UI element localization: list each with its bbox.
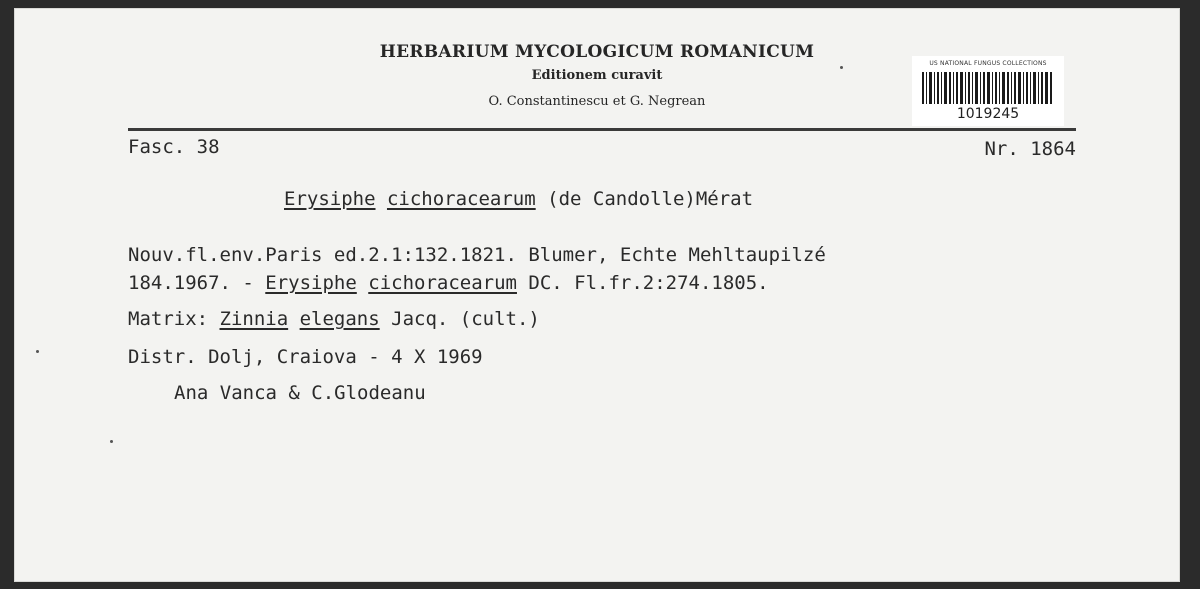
- fascicle-number: Fasc. 38: [128, 136, 220, 158]
- species-epithet: cichoracearum: [386, 188, 536, 210]
- paper-speck: [840, 66, 843, 69]
- distribution-line: Distr. Dolj, Craiova - 4 X 1969: [128, 346, 483, 368]
- paper-speck: [36, 350, 39, 353]
- species-name: [284, 188, 753, 210]
- barcode-sticker: [912, 56, 1064, 126]
- synonym-epithet: cichoracearum: [368, 272, 517, 294]
- editors-names: O. Constantinescu et G. Negrean: [488, 94, 706, 109]
- citation-suffix: DC. Fl.fr.2:274.1805.: [516, 272, 769, 294]
- species-author: (de Candolle)Mérat: [547, 188, 754, 210]
- citation-line-2: [128, 272, 769, 294]
- editor-subtitle: Editionem curavit: [531, 68, 663, 83]
- specimen-number: Nr. 1864: [984, 138, 1076, 160]
- citation-line-1: Nouv.fl.env.Paris ed.2.1:132.1821. Blumer, Echte Mehltaupilzé: [128, 244, 826, 266]
- barcode-collection-label: US NATIONAL FUNGUS COLLECTIONS: [929, 60, 1047, 67]
- matrix-label: Matrix:: [128, 308, 220, 330]
- species-genus: Erysiphe: [284, 188, 376, 210]
- header-divider: [128, 128, 1076, 131]
- matrix-line: [128, 308, 540, 330]
- paper-speck: [110, 440, 113, 443]
- synonym-genus: Erysiphe: [265, 272, 357, 294]
- barcode-number: 1019245: [956, 106, 1020, 122]
- matrix-suffix: Jacq. (cult.): [379, 308, 540, 330]
- herbarium-title: HERBARIUM MYCOLOGICUM ROMANICUM: [379, 42, 815, 62]
- barcode-icon: [922, 72, 1054, 104]
- host-genus: Zinnia: [219, 308, 289, 330]
- collectors-line: Ana Vanca & C.Glodeanu: [174, 382, 426, 404]
- citation-prefix: 184.1967. -: [128, 272, 266, 294]
- herbarium-label: [14, 8, 1180, 582]
- host-epithet: elegans: [299, 308, 380, 330]
